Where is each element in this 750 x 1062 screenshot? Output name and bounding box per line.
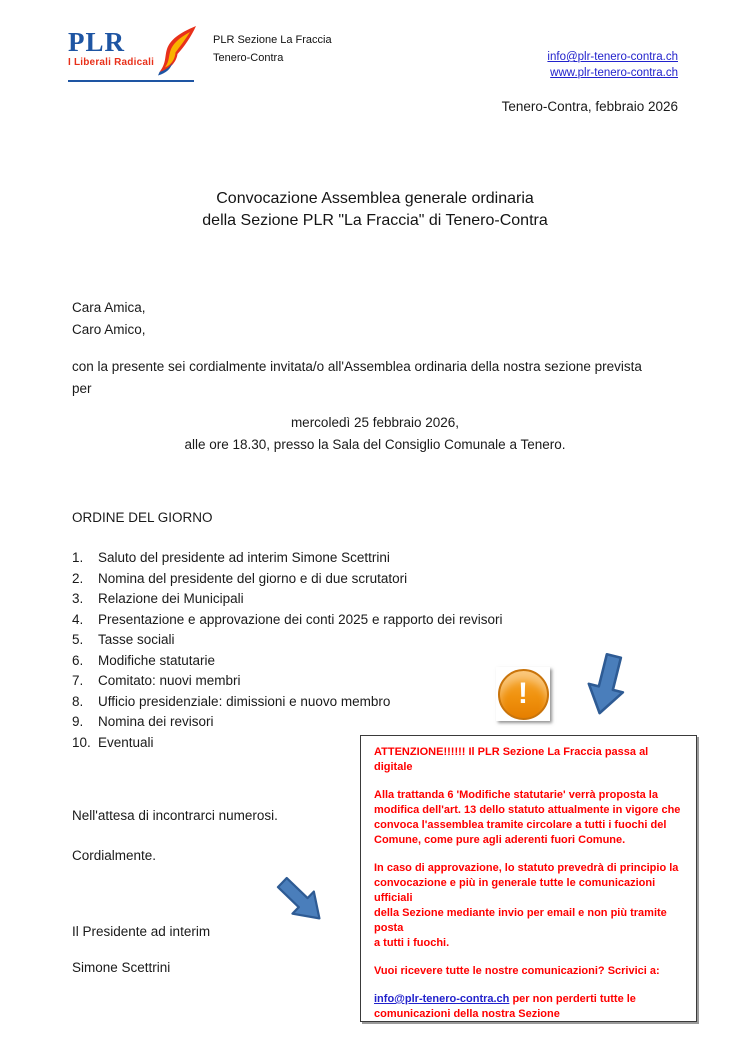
warning-icon — [496, 667, 550, 721]
agenda-item — [72, 712, 503, 733]
plr-logo — [68, 28, 194, 82]
intro-line2: per — [72, 381, 92, 396]
date-line: Tenero-Contra, febbraio 2026 — [501, 99, 678, 114]
signer-name: Simone Scettrini — [72, 960, 171, 975]
meeting-info — [0, 412, 750, 456]
agenda-item — [72, 569, 503, 590]
agenda-item-label: Presentazione e approvazione dei conti 2025 e rapporto dei revisori — [98, 611, 503, 627]
agenda-item-label: Nomina dei revisori — [98, 714, 214, 729]
header-website-link[interactable]: www.plr-tenero-contra.ch — [550, 67, 678, 79]
arrow-down-right-icon — [268, 868, 338, 938]
agenda-item-number: 2. — [72, 570, 84, 586]
notice-heading: ATTENZIONE!!!!!! Il PLR Sezione La Fraccia passa al digitale — [374, 746, 649, 773]
agenda-item-number: 8. — [72, 693, 84, 709]
header-email-link[interactable]: info@plr-tenero-contra.ch — [547, 51, 678, 63]
agenda-item — [72, 630, 503, 651]
agenda-item-label: Modifiche statutarie — [98, 652, 216, 668]
notice-paragraph-2 — [374, 861, 683, 951]
agenda-item-number: 4. — [72, 611, 84, 627]
document-title — [0, 188, 750, 232]
closing-line2: Cordialmente. — [72, 848, 157, 863]
notice-p2-line2: convocazione e più in generale tutte le comunicazioni ufficiali — [374, 877, 656, 904]
notice-email-link[interactable]: info@plr-tenero-contra.ch — [374, 993, 510, 1005]
notice-paragraph-1 — [374, 788, 683, 848]
agenda-item-label: Relazione dei Municipali — [98, 591, 244, 606]
arrow-down-icon — [577, 649, 634, 726]
agenda-item-number: 5. — [72, 632, 84, 647]
org-name-line2: Tenero-Contra — [213, 52, 284, 64]
agenda-item-label: Eventuali — [98, 734, 154, 750]
agenda-item — [72, 692, 503, 713]
notice-contact — [374, 992, 683, 1022]
agenda-item-label: Tasse sociali — [98, 632, 175, 647]
salutation-line1: Cara Amica, — [72, 300, 146, 315]
agenda-item-number: 9. — [72, 714, 84, 729]
header-links — [547, 49, 678, 81]
notice-tail-line1: per non perderti tutte le — [509, 993, 636, 1005]
agenda-item-label: Saluto del presidente ad interim Simone Scettrini — [98, 550, 390, 565]
agenda-item-label: Ufficio presidenziale: dimissioni e nuovo membro — [98, 693, 391, 709]
flame-icon — [140, 25, 198, 84]
agenda-item — [72, 548, 503, 569]
notice-p1-line2: modifica dell'art. 13 dello statuto attualmente in vigore che — [374, 804, 681, 816]
notice-p1-line4: Comune, come pure agli aderenti fuori Comune. — [374, 834, 626, 846]
salutation — [72, 297, 146, 341]
agenda-item-number: 1. — [72, 550, 84, 565]
notice-p1-line1: Alla trattanda 6 'Modifiche statutarie' verrà proposta la — [374, 789, 658, 801]
signer-role: Il Presidente ad interim — [72, 924, 211, 939]
notice-tail-line2: comunicazioni della nostra Sezione — [374, 1008, 560, 1020]
exclamation-glyph: ! — [518, 677, 528, 710]
agenda-item-number: 3. — [72, 591, 84, 606]
exclamation-circle-icon — [498, 669, 549, 720]
agenda-item-number: 6. — [72, 652, 84, 668]
agenda-item — [72, 589, 503, 610]
plr-logo-subtitle: I Liberali Radicali — [68, 57, 155, 68]
notice-p2-line3: della Sezione mediante invio per email e non più tramite posta — [374, 907, 667, 934]
notice-p1-line3: convoca l'assemblea tramite circolare a tutti i fuochi del — [374, 819, 667, 831]
agenda-item-label: Comitato: nuovi membri — [98, 673, 241, 688]
agenda-item — [72, 610, 503, 631]
org-block — [213, 31, 332, 67]
intro-paragraph — [72, 356, 642, 400]
notice-box — [360, 735, 697, 1022]
intro-line1: con la presente sei cordialmente invitata/o all'Assemblea ordinaria della nostra sezione prevista — [72, 359, 642, 374]
meeting-place-line: alle ore 18.30, presso la Sala del Consiglio Comunale a Tenero. — [184, 437, 566, 452]
agenda-heading: ORDINE DEL GIORNO — [72, 510, 213, 525]
agenda-item-number: 10. — [72, 734, 91, 750]
agenda-item — [72, 671, 503, 692]
org-name-line1: PLR Sezione La Fraccia — [213, 34, 332, 46]
meeting-date-line: mercoledì 25 febbraio 2026, — [290, 415, 460, 430]
salutation-line2: Caro Amico, — [72, 322, 146, 337]
title-line2: della Sezione PLR "La Fraccia" di Tenero-Contra — [202, 212, 548, 229]
agenda-item-label: Nomina del presidente del giorno e di due scrutatori — [98, 570, 408, 586]
plr-logo-text: PLR — [68, 27, 125, 57]
notice-p2-line1: In caso di approvazione, lo statuto prevedrà di principio la — [374, 862, 679, 874]
agenda-list — [72, 548, 503, 753]
notice-question: Vuoi ricevere tutte le nostre comunicazioni? Scrivici a: — [374, 965, 660, 977]
agenda-item — [72, 651, 503, 672]
agenda-item-number: 7. — [72, 673, 84, 688]
closing-line1: Nell'attesa di incontrarci numerosi. — [72, 808, 278, 823]
notice-p2-line4: a tutti i fuochi. — [374, 937, 450, 949]
title-line1: Convocazione Assemblea generale ordinaria — [216, 190, 534, 207]
